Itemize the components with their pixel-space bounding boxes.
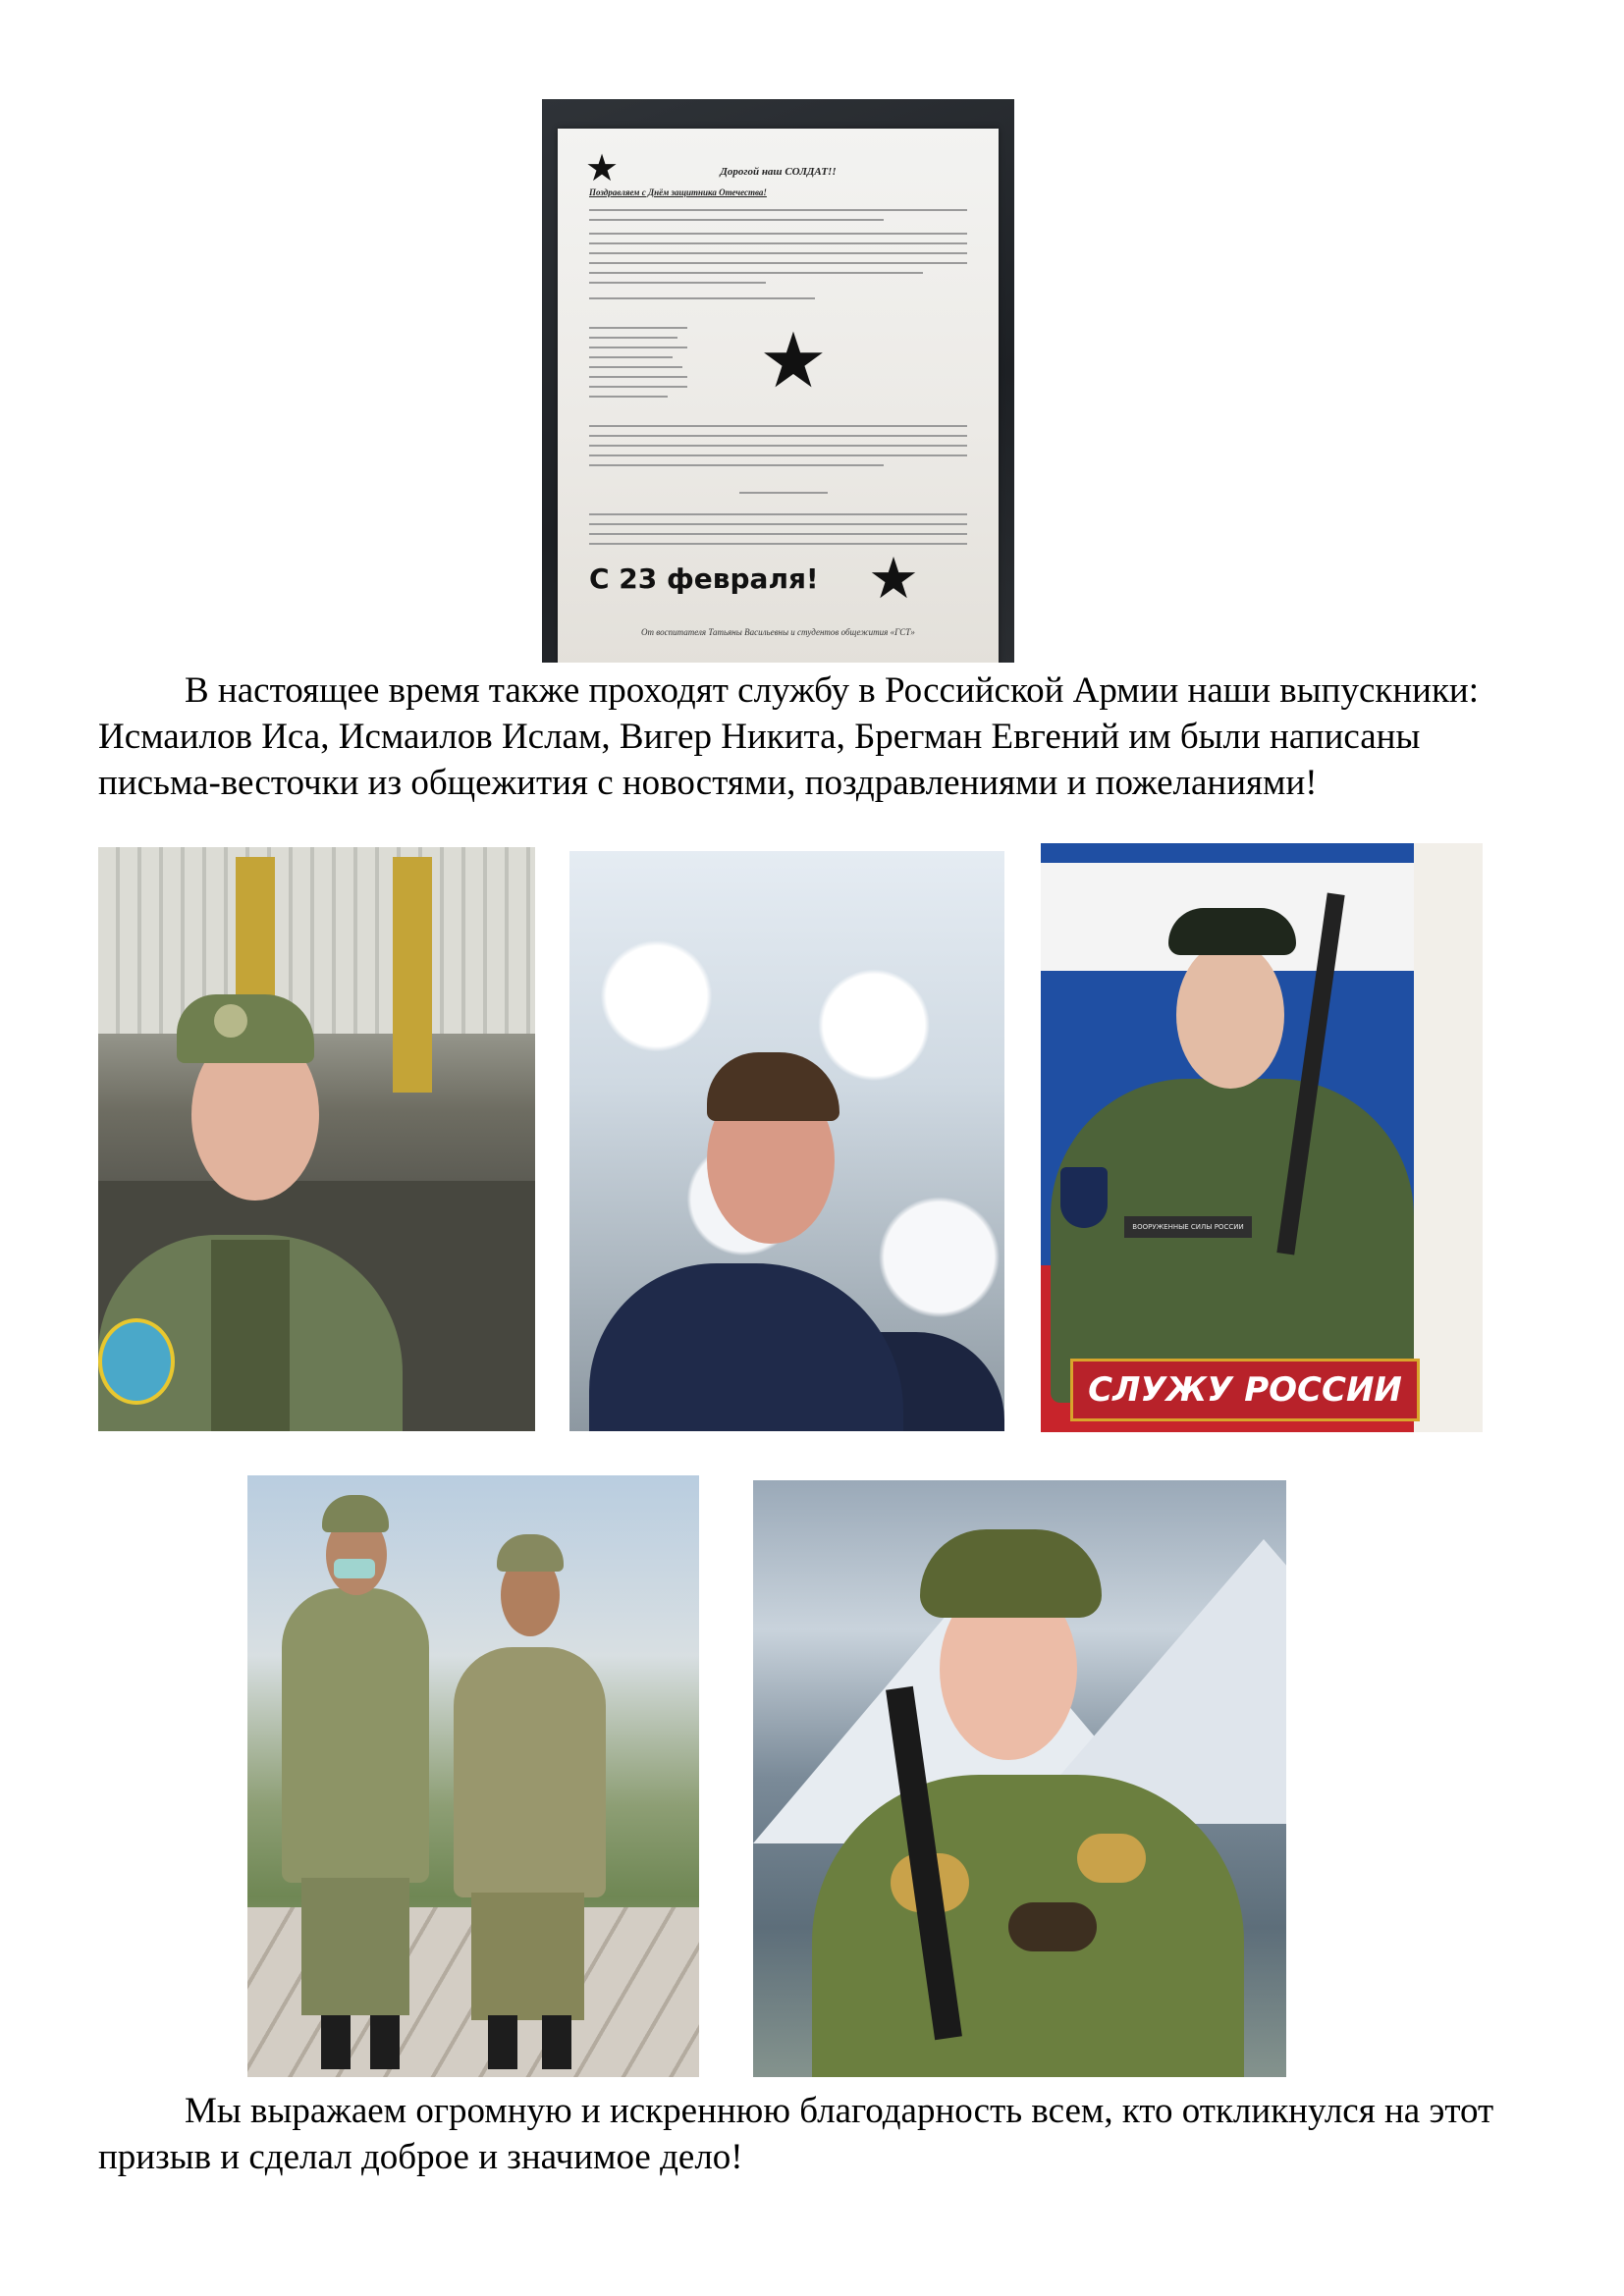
letter-photo: [542, 99, 1014, 663]
photo-soldier-mountain: [753, 1480, 1286, 2077]
letter-sheet: [558, 129, 999, 663]
photo-soldier-flag-poster: [1041, 843, 1483, 1432]
photo-two-soldiers: [247, 1475, 699, 2077]
star-icon: ★: [759, 318, 828, 403]
paragraph-graduates: В настоящее время также проходят службу в Российской Армии наши выпускники: Исмаилов Иса, Исмаилов Ислам, Вигер Никита, Брегман Евгений им были написаны письма-весточки из общежития с новостями, поздравлениями и пожеланиями!: [98, 670, 1479, 803]
poster-banner: СЛУЖУ РОССИИ: [1070, 1359, 1420, 1421]
letter-greeting: С 23 февраля!: [589, 562, 819, 595]
letter-signature: От воспитателя Татьяны Васильевны и студентов общежития «ГСТ»: [641, 627, 915, 637]
star-icon: ★: [868, 547, 919, 611]
letter-subheading: Поздравляем с Днём защитника Отечества!: [589, 187, 767, 197]
photo-soldier-snow: [569, 851, 1004, 1431]
star-icon: ★: [585, 148, 620, 189]
paragraph-gratitude: Мы выражаем огромную и искреннюю благодарность всем, кто откликнулся на этот призыв и сделал доброе и значимое дело!: [98, 2091, 1494, 2177]
poster-patch: ВООРУЖЕННЫЕ СИЛЫ РОССИИ: [1124, 1216, 1252, 1238]
letter-heading: Дорогой наш СОЛДАТ!!: [720, 166, 837, 178]
photo-soldier-selfie-gym: [98, 847, 535, 1431]
